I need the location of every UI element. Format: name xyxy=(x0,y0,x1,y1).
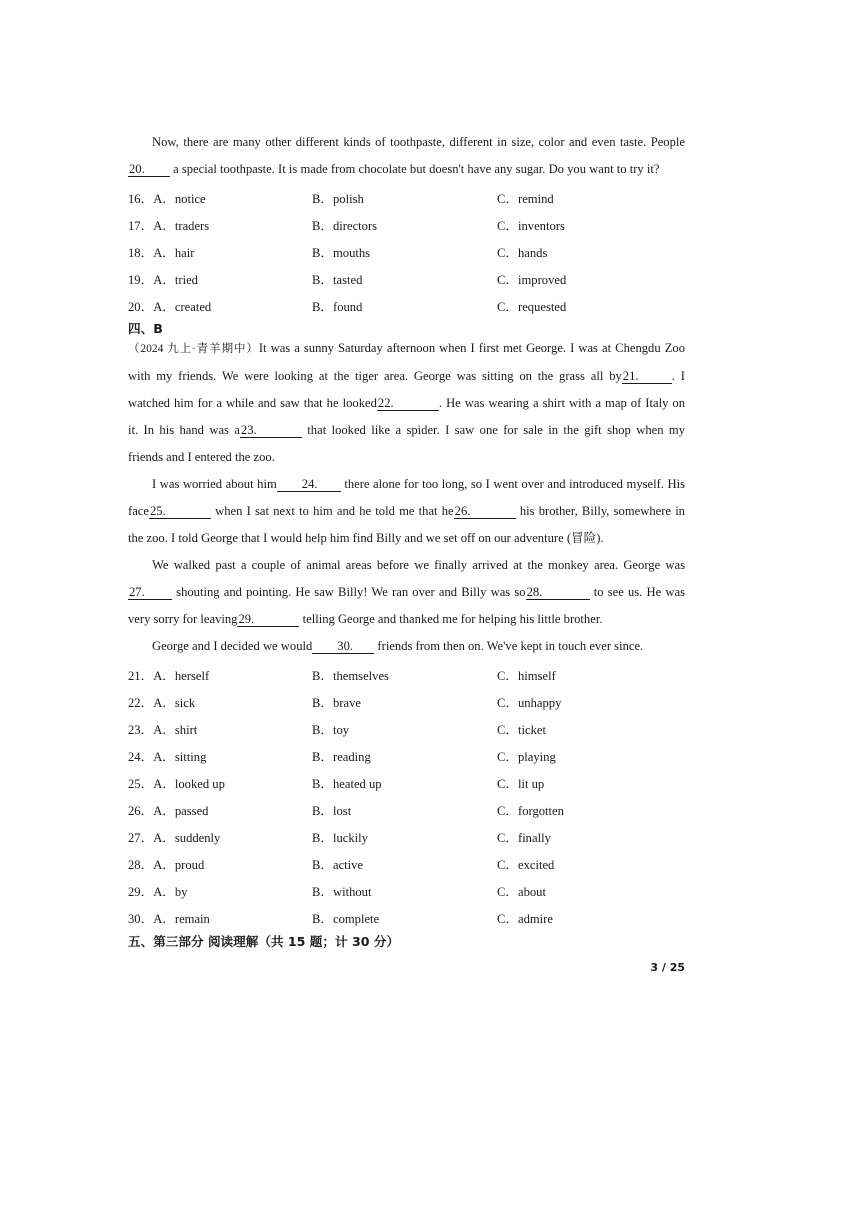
option-row-27: 27．A．suddenly B．luckily C．finally xyxy=(128,831,551,845)
option-row-19: 19．A．tried B．tasted C．improved xyxy=(128,273,567,287)
blank-30: 30. xyxy=(312,639,374,654)
option-row-21: 21．A．herself B．themselves C．himself xyxy=(128,669,556,683)
section-four-heading: 四、B xyxy=(128,321,163,336)
blank-22: 22. xyxy=(377,396,439,411)
option-row-24: 24．A．sitting B．reading C．playing xyxy=(128,750,556,764)
blank-27: 27. xyxy=(128,585,172,600)
blank-20: 20. xyxy=(128,162,170,177)
passage-line-9: We walked past a couple of animal areas before we finally arrived at the monkey area. George was xyxy=(152,558,685,572)
blank-28: 28. xyxy=(526,585,590,600)
option-row-25: 25．A．looked up B．heated up C．lit up xyxy=(128,777,545,791)
passage-line-12: George and I decided we would 30. friends from then on. We've kept in touch ever since. xyxy=(152,639,644,653)
passage-line-11: very sorry for leaving29. telling George and thanked me for helping his little brother. xyxy=(128,612,603,626)
blank-21: 21. xyxy=(622,369,672,384)
blank-25: 25. xyxy=(149,504,211,519)
option-row-29: 29．A．by B．without C．about xyxy=(128,885,546,899)
blank-24: 24. xyxy=(277,477,341,492)
source-tag: （2024 九上·青羊期中） xyxy=(128,343,259,355)
cloze-passage xyxy=(128,335,685,660)
passage-line-6: I was worried about him 24. there alone for too long, so I went over and introduced myself. His xyxy=(152,477,686,491)
page-number: 3 / 25 xyxy=(650,961,685,974)
passage-line-10: 27. shouting and pointing. He saw Billy! We ran over and Billy was so28. to see us. He was xyxy=(129,585,685,599)
intro-line-2: 20. a special toothpaste. It is made from chocolate but doesn't have any sugar. Do you want to try it? xyxy=(129,162,660,176)
intro-paragraph xyxy=(128,129,685,183)
blank-26: 26. xyxy=(454,504,516,519)
passage-line-2: with my friends. We were looking at the tiger area. George was sitting on the grass all by21. . I xyxy=(128,369,685,383)
blank-23: 23. xyxy=(240,423,302,438)
passage-line-1: （2024 九上·青羊期中）It was a sunny Saturday afternoon when I first met George. I was at Chengdu Zoo xyxy=(128,341,685,355)
option-row-20: 20．A．created B．found C．requested xyxy=(128,300,567,314)
option-row-18: 18．A．hair B．mouths C．hands xyxy=(128,246,548,260)
option-row-22: 22．A．sick B．brave C．unhappy xyxy=(128,696,562,710)
intro-line-1: Now, there are many other different kinds of toothpaste, different in size, color and even taste. People xyxy=(152,135,685,149)
option-row-16: 16．A．notice B．polish C．remind xyxy=(128,192,554,206)
passage-line-4: it. In his hand was a23. that looked like a spider. I saw one for sale in the gift shop when my xyxy=(128,423,685,437)
passage-line-7: face25. when I sat next to him and he told me that he26. his brother, Billy, somewhere in xyxy=(128,504,685,518)
option-row-30: 30．A．remain B．complete C．admire xyxy=(128,912,553,926)
option-row-17: 17．A．traders B．directors C．inventors xyxy=(128,219,565,233)
passage-line-3: watched him for a while and saw that he looked22. . He was wearing a shirt with a map of Italy on xyxy=(128,396,685,410)
passage-line-8: the zoo. I told George that I would help him find Billy and we set off on our adventure (冒险). xyxy=(128,531,604,545)
section-five-heading: 五、第三部分 阅读理解（共 15 题；计 30 分） xyxy=(128,934,400,949)
option-row-23: 23．A．shirt B．toy C．ticket xyxy=(128,723,546,737)
blank-29: 29. xyxy=(237,612,299,627)
passage-line-5: friends and I entered the zoo. xyxy=(128,450,275,464)
option-row-28: 28．A．proud B．active C．excited xyxy=(128,858,555,872)
option-row-26: 26．A．passed B．lost C．forgotten xyxy=(128,804,564,818)
